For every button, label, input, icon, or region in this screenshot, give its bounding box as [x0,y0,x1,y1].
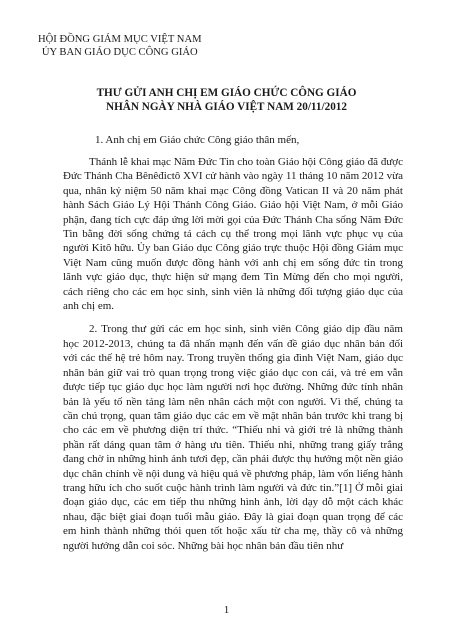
paragraph-1: Thánh lễ khai mạc Năm Đức Tin cho toàn Giáo hội Công giáo đã được Đức Thánh Cha Bênêđictô XVI cử hành vào ngày 11 tháng 10 năm 2012 vừa qua, nhân kỷ niệm 50 năm khai mạc Công đồng Vatican II và 20 năm phát hành Sách Giáo Lý Hội Thánh Công Giáo. Giáo hội Việt Nam, ở mỗi Giáo phận, đang tích cực đáp ứng lời mời gọi của Đức Thánh Cha sống Năm Đức Tin bằng đời sống chứng tá cách cụ thể trong mọi lãnh vực phục vụ của người Kitô hữu. Ủy ban Giáo dục Công giáo trực thuộc Hội đồng Giám mục Việt Nam cũng muốn được đồng hành với anh chị em sống đức tin trong lãnh vực giáo dục, thực hiện sứ mạng đem Tin Mừng đến cho mọi người, cách riêng cho các em học sinh, sinh viên là những đối tượng giáo dục của anh chị em. [63,156,403,313]
letter-body [63,155,403,562]
org-line-1: HỘI ĐỒNG GIÁM MỤC VIỆT NAM [38,34,202,45]
greeting: 1. Anh chị em Giáo chức Công giáo thân mến, [95,134,300,146]
title-line-1: THƯ GỬI ANH CHỊ EM GIÁO CHỨC CÔNG GIÁO [96,87,357,99]
org-line-2: ỦY BAN GIÁO DỤC CÔNG GIÁO [41,47,198,58]
title-line-2: NHÂN NGÀY NHÀ GIÁO VIỆT NAM 20/11/2012 [106,101,347,113]
page-number: 1 [223,604,230,616]
letter-title [0,86,453,114]
paragraph-2: 2. Trong thư gửi các em học sinh, sinh viên Công giáo dịp đầu năm học 2012-2013, chúng ta đã nhấn mạnh đến vấn đề giáo dục nhân bản đối với các thế hệ trẻ hôm nay. Trong truyền thống gia đình Việt Nam, giáo dục nhân bản giữ vai trò quan trọng trong việc giáo dục con cái, và trẻ em vẫn được tiếp tục giáo dục học làm người nơi học đường. Những đức tính nhân bản là yếu tố nền tảng làm nên nhân cách một con người. Vì thế, chúng ta cần chú trọng, quan tâm giáo dục các em về mặt nhân bản trước khi trang bị cho các em về phương diện trí thức. “Thiếu nhi và giới trẻ là những thành phần rất dáng quan tâm ở hàng ưu tiên. Thiếu nhi, những trang giấy trắng đang chờ in những hình ảnh tươi đẹp, cần phải được thụ hưởng một nền giáo dục chân chính về nội dung và hiệu quả về phương pháp, làm vốn liếng hành trang hữu ích cho suốt cuộc hành trình làm người và đức tin.”[1] Ở mỗi giai đoạn giáo dục, các em tiếp thu những hình ảnh, lời dạy dỗ một cách khác nhau, đặc biệt giai đoạn tuổi mẫu giáo. Đây là giai đoạn quan trọng để các em hình thành những thói quen tốt hoặc xấu từ cha mẹ, thầy cô và những người hướng dẫn coi sóc. Những bài học nhân bản đầu tiên như [63,323,403,552]
organization-header [38,33,202,59]
